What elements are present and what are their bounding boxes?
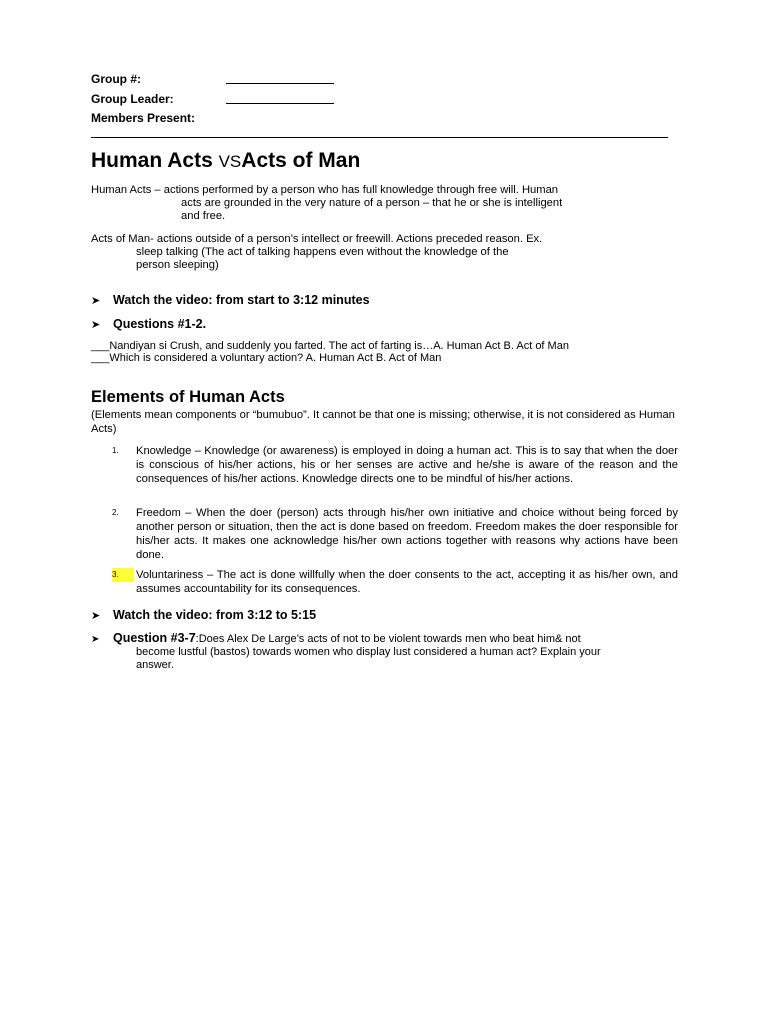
watch-video-2-bullet — [91, 607, 316, 624]
watch-video-2-text: Watch the video: from 3:12 to 5:15 — [113, 608, 317, 622]
acts-of-man-line-1: Acts of Man- actions outside of a person’s intellect or freewill. Actions preceded reason. Ex. — [91, 233, 543, 245]
arrow-bullet-icon: ➤ — [91, 319, 101, 331]
title-vs: VS — [218, 152, 242, 171]
elements-note: (Elements mean components or “bumubuo”. It cannot be that one is missing; otherwise, it is not considered as Human Acts) — [91, 409, 675, 435]
elements-heading: Elements of Human Acts — [91, 388, 285, 406]
question-1: ___Nandiyan si Crush, and suddenly you farted. The act of farting is…A. Human Act B. Act of Man — [91, 340, 569, 352]
human-acts-line-2: acts are grounded in the very nature of a person – that he or she is intelligent — [181, 197, 563, 209]
header-divider — [91, 137, 668, 138]
element-item-knowledge — [112, 444, 678, 486]
human-acts-definition — [91, 184, 681, 223]
human-acts-line-3: and free. — [181, 210, 226, 222]
question-2: ___Which is considered a voluntary action? A. Human Act B. Act of Man — [91, 352, 442, 364]
human-acts-line-1: Human Acts – actions performed by a person who has full knowledge through free will. Human — [91, 184, 559, 196]
item-text: Freedom – When the doer (person) acts through his/her own initiative and choice without being forced by another person or situation, then the act is done based on freedom. Freedom makes the doer responsible for his/her acts. It makes one acknowledge his/her own actions together with reasons why actions have been done. — [136, 507, 678, 561]
item-text: Knowledge – Knowledge (or awareness) is employed in doing a human act. This is to say that when the doer is conscious of his/her actions, his or her senses are active and he/she is aware of the reason and the consequences of his/her actions. Knowledge directs one to be mindful of his/her actions. — [136, 445, 678, 485]
questions-1-2-text: Questions #1-2. — [113, 317, 207, 331]
item-number: 1. — [112, 446, 119, 455]
questions-1-2-bullet — [91, 316, 206, 333]
page-title — [91, 148, 360, 175]
watch-video-1-bullet — [91, 292, 370, 309]
title-part-acts-of-man: Acts of Man — [241, 149, 361, 172]
group-leader-label: Group Leader: — [91, 92, 174, 106]
question-3-7-label: Question #3-7 — [113, 631, 196, 645]
question-3-7-line-3: answer. — [136, 659, 174, 671]
acts-of-man-definition — [91, 233, 681, 272]
group-number-label: Group #: — [91, 72, 141, 86]
item-number-highlighted: 3. — [112, 568, 134, 582]
arrow-bullet-icon: ➤ — [91, 610, 101, 622]
question-3-7-line-2: become lustful (bastos) towards women who display lust considered a human act? Explain your — [136, 646, 601, 658]
arrow-bullet-icon: ➤ — [91, 295, 101, 307]
arrow-bullet-icon: ➤ — [91, 634, 100, 645]
group-leader-blank[interactable] — [226, 103, 334, 104]
item-number: 2. — [112, 508, 119, 517]
element-item-freedom — [112, 506, 678, 562]
group-number-blank[interactable] — [226, 83, 334, 84]
watch-video-1-text: Watch the video: from start to 3:12 minutes — [113, 293, 370, 307]
title-part-human-acts: Human Acts — [91, 149, 219, 172]
members-present-label: Members Present: — [91, 111, 196, 125]
acts-of-man-line-2: sleep talking (The act of talking happens even without the knowledge of the — [136, 246, 509, 258]
acts-of-man-line-3: person sleeping) — [136, 259, 219, 271]
question-3-7 — [91, 632, 681, 672]
question-3-7-line-1: :Does Alex De Large’s acts of not to be violent towards men who beat him& not — [195, 633, 581, 645]
element-item-voluntariness — [112, 568, 678, 596]
item-text: Voluntariness – The act is done willfully when the doer consents to the act, accepting it as his/her own, and assumes accountability for its consequences. — [136, 569, 678, 595]
